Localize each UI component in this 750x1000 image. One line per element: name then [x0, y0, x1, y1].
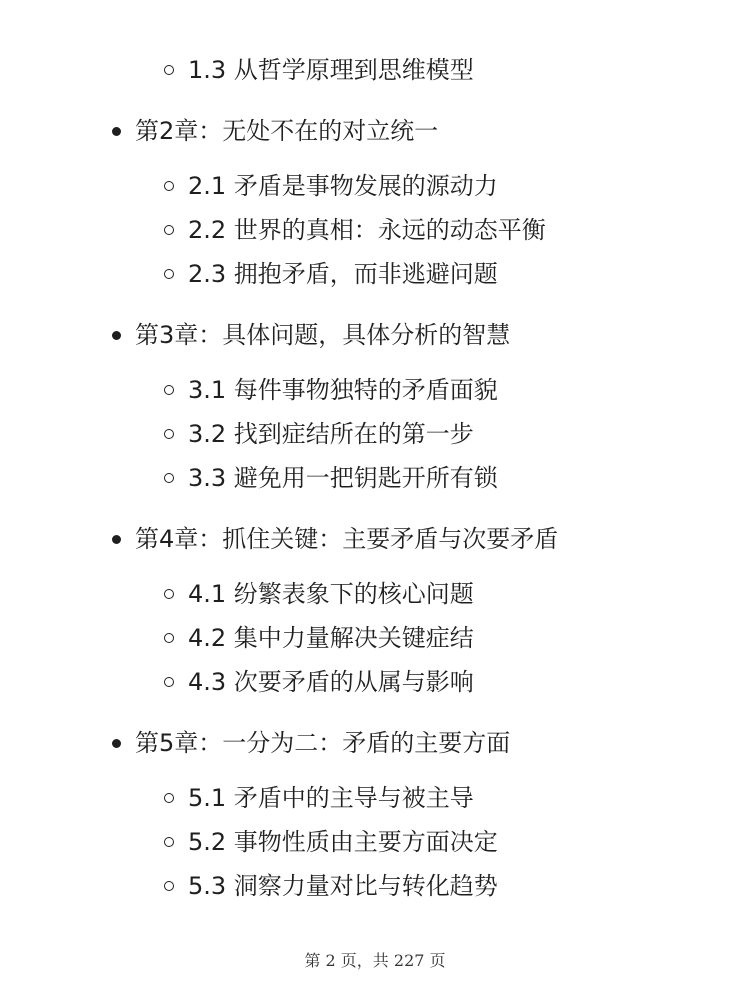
toc-section-label: 3.2 找到症结所在的第一步: [188, 420, 474, 448]
toc-section-label: 1.3 从哲学原理到思维模型: [188, 56, 474, 84]
circle-bullet-icon: [164, 181, 174, 191]
toc-chapter-label: 第4章：抓住关键：主要矛盾与次要矛盾: [135, 525, 559, 553]
toc-chapter-label: 第2章：无处不在的对立统一: [135, 117, 439, 145]
disc-bullet-icon: [112, 331, 121, 340]
toc-section-3-3[interactable]: [0, 456, 750, 500]
circle-bullet-icon: [164, 225, 174, 235]
toc-section-4-1[interactable]: [0, 572, 750, 616]
circle-bullet-icon: [164, 793, 174, 803]
circle-bullet-icon: [164, 385, 174, 395]
toc-chapter-2[interactable]: [0, 111, 750, 151]
toc-section-2-1[interactable]: [0, 164, 750, 208]
toc-section-label: 5.3 洞察力量对比与转化趋势: [188, 872, 498, 900]
circle-bullet-icon: [164, 633, 174, 643]
disc-bullet-icon: [112, 535, 121, 544]
disc-bullet-icon: [112, 739, 121, 748]
toc-chapter-5[interactable]: [0, 723, 750, 763]
toc-section-2-2[interactable]: [0, 208, 750, 252]
toc-section-label: 2.1 矛盾是事物发展的源动力: [188, 172, 498, 200]
toc-section-label: 5.1 矛盾中的主导与被主导: [188, 784, 474, 812]
toc-chapter-label: 第3章：具体问题，具体分析的智慧: [135, 321, 511, 349]
toc-section-3-1[interactable]: [0, 368, 750, 412]
circle-bullet-icon: [164, 677, 174, 687]
toc-section-4-2[interactable]: [0, 616, 750, 660]
circle-bullet-icon: [164, 589, 174, 599]
toc-section-3-2[interactable]: [0, 412, 750, 456]
toc-chapter-3[interactable]: [0, 315, 750, 355]
disc-bullet-icon: [112, 127, 121, 136]
circle-bullet-icon: [164, 837, 174, 847]
toc-section-5-3[interactable]: [0, 864, 750, 908]
toc-chapter-4[interactable]: [0, 519, 750, 559]
toc-section-4-3[interactable]: [0, 660, 750, 704]
toc-section-label: 5.2 事物性质由主要方面决定: [188, 828, 498, 856]
circle-bullet-icon: [164, 65, 174, 75]
circle-bullet-icon: [164, 429, 174, 439]
toc-chapter-label: 第5章：一分为二：矛盾的主要方面: [135, 729, 511, 757]
toc-section-label: 4.2 集中力量解决关键症结: [188, 624, 474, 652]
toc-section-label: 3.3 避免用一把钥匙开所有锁: [188, 464, 498, 492]
toc-section-label: 2.3 拥抱矛盾，而非逃避问题: [188, 260, 498, 288]
toc-section-5-2[interactable]: [0, 820, 750, 864]
toc-section-label: 2.2 世界的真相：永远的动态平衡: [188, 216, 546, 244]
circle-bullet-icon: [164, 473, 174, 483]
table-of-contents: [0, 48, 750, 908]
toc-section-5-1[interactable]: [0, 776, 750, 820]
circle-bullet-icon: [164, 881, 174, 891]
toc-section-label: 4.3 次要矛盾的从属与影响: [188, 668, 474, 696]
toc-section-label: 3.1 每件事物独特的矛盾面貌: [188, 376, 498, 404]
toc-section-label: 4.1 纷繁表象下的核心问题: [188, 580, 474, 608]
toc-section-2-3[interactable]: [0, 252, 750, 296]
toc-section-1-3[interactable]: [0, 48, 750, 92]
circle-bullet-icon: [164, 269, 174, 279]
page-footer: 第 2 页，共 227 页: [304, 951, 446, 970]
